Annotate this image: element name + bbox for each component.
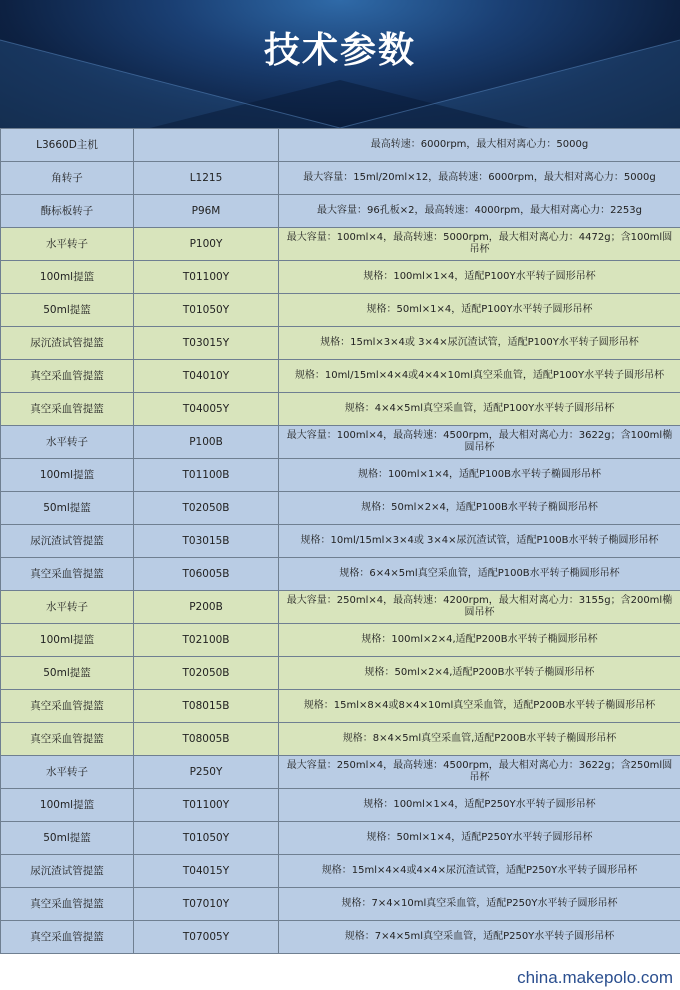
spec-cell: 规格：15ml×8×4或8×4×10ml真空采血管，适配P200B水平转子椭圆形吊杯 — [279, 690, 680, 723]
item-name-cell: 真空采血管提篮 — [1, 888, 134, 921]
spec-cell: 最大容量：100ml×4，最高转速：4500rpm，最大相对离心力：3622g；含100ml椭圆吊杯 — [279, 426, 680, 459]
model-cell: T03015Y — [134, 327, 279, 360]
table-row — [1, 822, 680, 855]
spec-cell: 规格：50ml×2×4,适配P200B水平转子椭圆形吊杯 — [279, 657, 680, 690]
model-cell: T07010Y — [134, 888, 279, 921]
item-name-cell: 真空采血管提篮 — [1, 393, 134, 426]
table-row — [1, 525, 680, 558]
item-name-cell: 真空采血管提篮 — [1, 360, 134, 393]
watermark: china.makepolo.com — [514, 968, 676, 988]
item-name-cell: 真空采血管提篮 — [1, 921, 134, 954]
model-cell: T04010Y — [134, 360, 279, 393]
table-row — [1, 558, 680, 591]
table-row — [1, 393, 680, 426]
spec-cell: 最大容量：250ml×4，最高转速：4200rpm，最大相对离心力：3155g；含200ml椭圆吊杯 — [279, 591, 680, 624]
spec-table-body — [1, 129, 680, 954]
spec-cell: 规格：50ml×1×4，适配P250Y水平转子圆形吊杯 — [279, 822, 680, 855]
spec-cell: 规格：15ml×3×4或 3×4×尿沉渣试管，适配P100Y水平转子圆形吊杯 — [279, 327, 680, 360]
item-name-cell: 水平转子 — [1, 591, 134, 624]
model-cell: P200B — [134, 591, 279, 624]
model-cell: T03015B — [134, 525, 279, 558]
table-row — [1, 129, 680, 162]
item-name-cell: L3660D主机 — [1, 129, 134, 162]
item-name-cell: 水平转子 — [1, 228, 134, 261]
table-row — [1, 888, 680, 921]
item-name-cell: 50ml提篮 — [1, 657, 134, 690]
model-cell — [134, 129, 279, 162]
spec-cell: 最大容量：15ml/20ml×12，最高转速：6000rpm，最大相对离心力：5000g — [279, 162, 680, 195]
table-row — [1, 228, 680, 261]
item-name-cell: 100ml提篮 — [1, 789, 134, 822]
table-row — [1, 261, 680, 294]
table-row — [1, 657, 680, 690]
model-cell: T01050Y — [134, 822, 279, 855]
model-cell: T02050B — [134, 657, 279, 690]
spec-cell: 规格：7×4×5ml真空采血管，适配P250Y水平转子圆形吊杯 — [279, 921, 680, 954]
model-cell: T08005B — [134, 723, 279, 756]
spec-cell: 规格：7×4×10ml真空采血管，适配P250Y水平转子圆形吊杯 — [279, 888, 680, 921]
item-name-cell: 50ml提篮 — [1, 822, 134, 855]
item-name-cell: 水平转子 — [1, 426, 134, 459]
item-name-cell: 尿沉渣试管提篮 — [1, 525, 134, 558]
table-row — [1, 789, 680, 822]
table-row — [1, 591, 680, 624]
spec-cell: 规格：50ml×1×4，适配P100Y水平转子圆形吊杯 — [279, 294, 680, 327]
model-cell: T04015Y — [134, 855, 279, 888]
table-row — [1, 426, 680, 459]
model-cell: L1215 — [134, 162, 279, 195]
spec-cell: 最大容量：250ml×4，最高转速：4500rpm，最大相对离心力：3622g；含250ml圆吊杯 — [279, 756, 680, 789]
table-row — [1, 294, 680, 327]
spec-cell: 规格：4×4×5ml真空采血管，适配P100Y水平转子圆形吊杯 — [279, 393, 680, 426]
model-cell: T02100B — [134, 624, 279, 657]
model-cell: T08015B — [134, 690, 279, 723]
table-row — [1, 921, 680, 954]
spec-cell: 最大容量：96孔板×2，最高转速：4000rpm，最大相对离心力：2253g — [279, 195, 680, 228]
table-row — [1, 195, 680, 228]
model-cell: P250Y — [134, 756, 279, 789]
table-row — [1, 855, 680, 888]
model-cell: T06005B — [134, 558, 279, 591]
spec-cell: 规格：15ml×4×4或4×4×尿沉渣试管，适配P250Y水平转子圆形吊杯 — [279, 855, 680, 888]
model-cell: T04005Y — [134, 393, 279, 426]
item-name-cell: 尿沉渣试管提篮 — [1, 327, 134, 360]
table-row — [1, 162, 680, 195]
spec-cell: 规格：100ml×1×4，适配P250Y水平转子圆形吊杯 — [279, 789, 680, 822]
item-name-cell: 真空采血管提篮 — [1, 723, 134, 756]
spec-cell: 规格：100ml×1×4，适配P100Y水平转子圆形吊杯 — [279, 261, 680, 294]
model-cell: T07005Y — [134, 921, 279, 954]
item-name-cell: 100ml提篮 — [1, 261, 134, 294]
table-row — [1, 360, 680, 393]
model-cell: T01100Y — [134, 261, 279, 294]
table-row — [1, 327, 680, 360]
model-cell: T01100B — [134, 459, 279, 492]
model-cell: T02050B — [134, 492, 279, 525]
item-name-cell: 尿沉渣试管提篮 — [1, 855, 134, 888]
item-name-cell: 50ml提篮 — [1, 294, 134, 327]
model-cell: T01100Y — [134, 789, 279, 822]
item-name-cell: 角转子 — [1, 162, 134, 195]
spec-cell: 最大容量：100ml×4，最高转速：5000rpm，最大相对离心力：4472g；含100ml圆吊杯 — [279, 228, 680, 261]
table-row — [1, 723, 680, 756]
item-name-cell: 酶标板转子 — [1, 195, 134, 228]
spec-cell: 规格：8×4×5ml真空采血管,适配P200B水平转子椭圆形吊杯 — [279, 723, 680, 756]
item-name-cell: 50ml提篮 — [1, 492, 134, 525]
table-row — [1, 690, 680, 723]
model-cell: P100Y — [134, 228, 279, 261]
item-name-cell: 水平转子 — [1, 756, 134, 789]
table-row — [1, 624, 680, 657]
item-name-cell: 真空采血管提篮 — [1, 690, 134, 723]
table-row — [1, 756, 680, 789]
page-title: 技术参数 — [263, 30, 416, 71]
table-row — [1, 492, 680, 525]
item-name-cell: 100ml提篮 — [1, 624, 134, 657]
model-cell: P96M — [134, 195, 279, 228]
spec-cell: 规格：10ml/15ml×3×4或 3×4×尿沉渣试管，适配P100B水平转子椭圆形吊杯 — [279, 525, 680, 558]
spec-cell: 规格：50ml×2×4，适配P100B水平转子椭圆形吊杯 — [279, 492, 680, 525]
spec-cell: 规格：100ml×1×4，适配P100B水平转子椭圆形吊杯 — [279, 459, 680, 492]
spec-cell: 规格：6×4×5ml真空采血管，适配P100B水平转子椭圆形吊杯 — [279, 558, 680, 591]
item-name-cell: 真空采血管提篮 — [1, 558, 134, 591]
model-cell: P100B — [134, 426, 279, 459]
model-cell: T01050Y — [134, 294, 279, 327]
table-row — [1, 459, 680, 492]
spec-cell: 规格：100ml×2×4,适配P200B水平转子椭圆形吊杯 — [279, 624, 680, 657]
spec-cell: 最高转速：6000rpm，最大相对离心力：5000g — [279, 129, 680, 162]
spec-table — [0, 128, 680, 954]
spec-cell: 规格：10ml/15ml×4×4或4×4×10ml真空采血管，适配P100Y水平转子圆形吊杯 — [279, 360, 680, 393]
item-name-cell: 100ml提篮 — [1, 459, 134, 492]
header-banner — [0, 0, 680, 128]
